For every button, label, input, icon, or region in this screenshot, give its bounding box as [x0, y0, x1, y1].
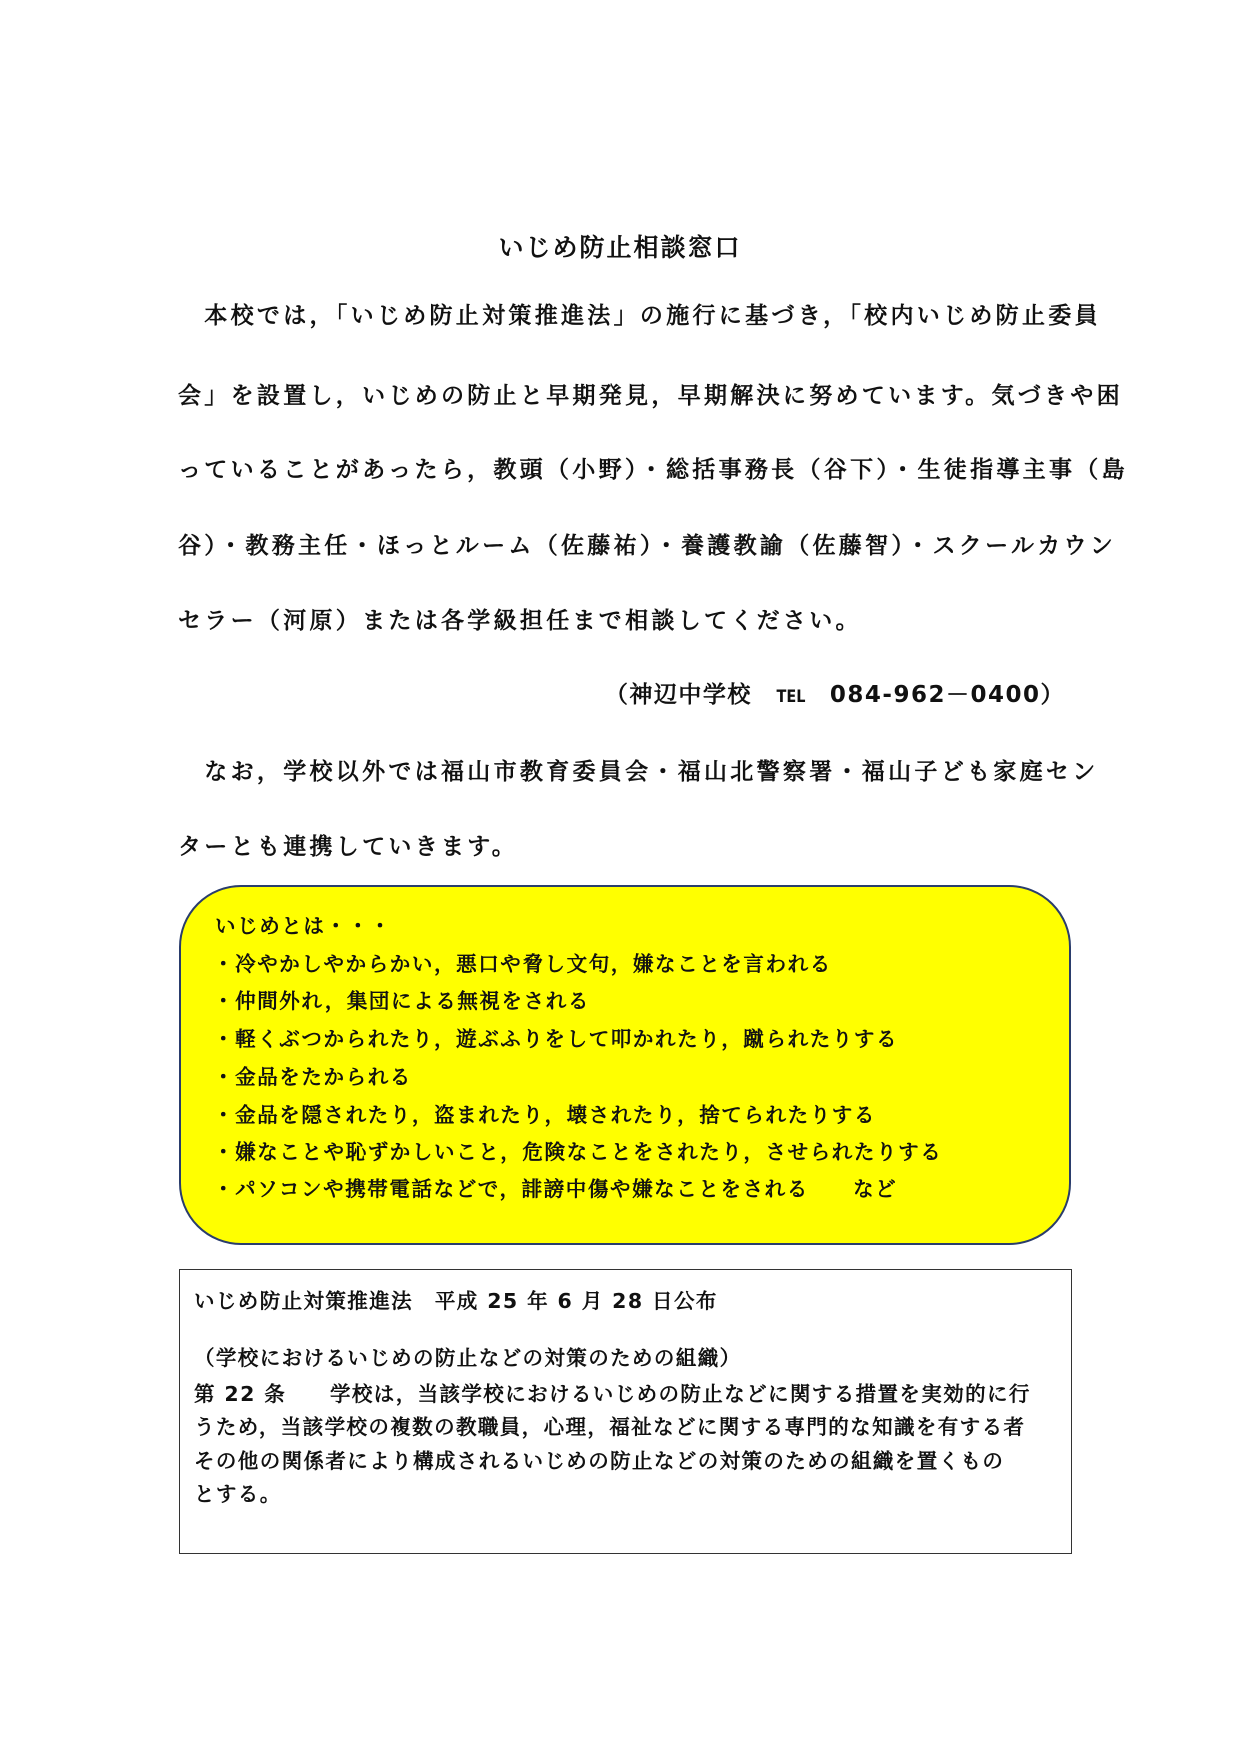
paragraph1-line: っていることがあったら，教頭（小野）・総括事務長（谷下）・生徒指導主事（島	[178, 457, 1128, 483]
bullying-item: ・パソコンや携帯電話などで，誹謗中傷や嫌なことをされる など	[213, 1177, 898, 1201]
bullying-definition-box	[179, 885, 1071, 1245]
paragraph2-line: ターとも連携していきます。	[178, 834, 519, 860]
paragraph1-line: 本校では，「いじめ防止対策推進法」の施行に基づき，「校内いじめ防止委員	[178, 303, 1101, 329]
document-title: いじめ防止相談窓口	[498, 233, 742, 262]
law-article-caption: （学校におけるいじめの防止などの対策のための組織）	[194, 1346, 742, 1370]
contact-phone-number: 084-962－0400）	[829, 682, 1065, 708]
law-excerpt-box	[179, 1269, 1072, 1554]
bullying-item: ・軽くぶつかられたり，遊ぶふりをして叩かれたり，蹴られたりする	[213, 1027, 899, 1051]
bullying-item: ・金品を隠されたり，盗まれたり，壊されたり，捨てられたりする	[213, 1103, 876, 1127]
bullying-item: ・冷やかしやからかい，悪口や脅し文句，嫌なことを言われる	[213, 952, 832, 976]
paragraph1-line: 会」を設置し，いじめの防止と早期発見，早期解決に努めています。気づきや困	[178, 383, 1123, 409]
law-article-line: その他の関係者により構成されるいじめの防止などの対策のための組織を置くもの	[194, 1449, 1005, 1473]
law-article-line	[194, 1380, 1031, 1408]
law-article-line: うため，当該学校の複数の教職員，心理，福祉などに関する専門的な知識を有する者	[194, 1415, 1026, 1439]
paragraph1-line: 谷）・教務主任・ほっとルーム（佐藤祐）・養護教諭（佐藤智）・スクールカウン	[178, 533, 1117, 559]
bullying-item: ・仲間外れ，集団による無視をされる	[213, 989, 590, 1013]
paragraph2-line: なお，学校以外では福山市教育委員会・福山北警察署・福山子ども家庭セン	[178, 759, 1099, 785]
contact-school: （神辺中学校	[604, 682, 752, 708]
bullying-heading: いじめとは・・・	[215, 914, 392, 938]
bullying-item: ・嫌なことや恥ずかしいこと，危険なことをされたり，させられたりする	[213, 1140, 943, 1164]
law-header: いじめ防止対策推進法 平成 25 年 6 月 28 日公布	[194, 1289, 718, 1313]
law-article-line: とする。	[194, 1482, 282, 1506]
paragraph1-line: セラー（河原）または各学級担任まで相談してください。	[178, 608, 862, 634]
article-number: 第 22 条	[194, 1382, 287, 1406]
tel-mark: TEL	[776, 687, 806, 707]
article-text: 学校は，当該学校におけるいじめの防止などに関する措置を実効的に行	[330, 1382, 1031, 1406]
school-contact	[605, 680, 1065, 712]
bullying-item: ・金品をたかられる	[213, 1065, 412, 1089]
